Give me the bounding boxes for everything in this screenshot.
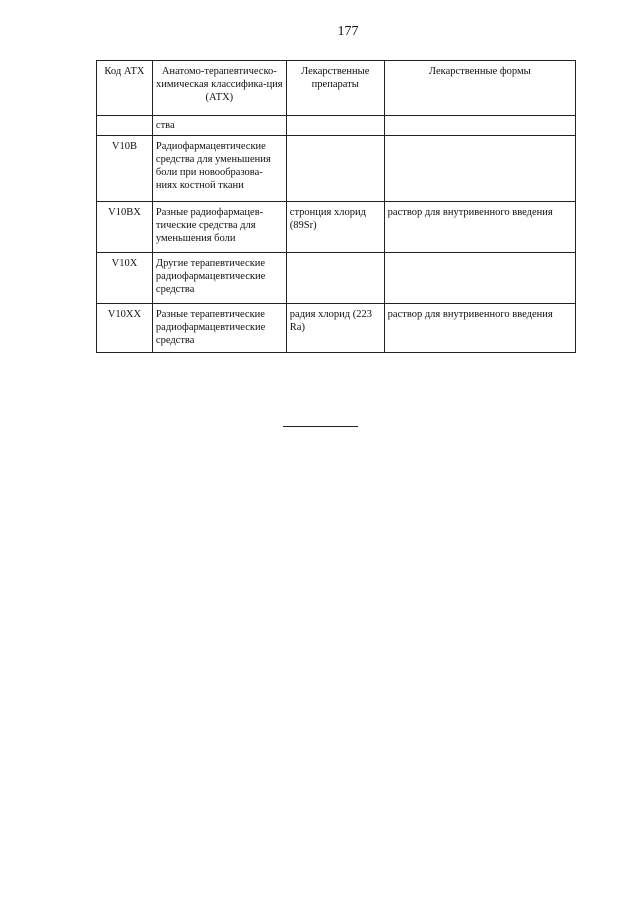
cell-code: V10B [97, 136, 153, 202]
table-header-row [97, 61, 576, 116]
cell-code [97, 116, 153, 136]
page-number: 177 [337, 24, 359, 39]
cell-classification: ства [152, 116, 286, 136]
cell-code: V10X [97, 253, 153, 304]
cell-forms [384, 136, 575, 202]
table-row [97, 136, 576, 202]
header-drugs: Лекарственные препараты [286, 61, 384, 116]
cell-classification: Разные радиофармацев-тические средства для уменьшения боли [152, 202, 286, 253]
cell-classification: Другие терапевтические радиофармацевтические средства [152, 253, 286, 304]
header-atx-code: Код АТХ [97, 61, 153, 116]
end-divider [283, 426, 358, 427]
cell-forms: раствор для внутривенного введения [384, 304, 575, 353]
header-dosage-forms: Лекарственные формы [384, 61, 575, 116]
cell-forms [384, 116, 575, 136]
table-row [97, 116, 576, 136]
cell-forms: раствор для внутривенного введения [384, 202, 575, 253]
cell-code: V10XX [97, 304, 153, 353]
table-row [97, 304, 576, 353]
cell-classification: Разные терапевтические радиофармацевтические средства [152, 304, 286, 353]
cell-drugs: радия хлорид (223 Ra) [286, 304, 384, 353]
table-row [97, 253, 576, 304]
cell-drugs: стронция хлорид (89Sr) [286, 202, 384, 253]
header-classification: Анатомо-терапевтическо-химическая классифика-ция (АТХ) [152, 61, 286, 116]
cell-drugs [286, 253, 384, 304]
cell-drugs [286, 116, 384, 136]
cell-classification: Радиофармацевтические средства для уменьшения боли при новообразова-ниях костной ткани [152, 136, 286, 202]
table-row [97, 202, 576, 253]
cell-forms [384, 253, 575, 304]
atx-table [96, 60, 576, 353]
cell-drugs [286, 136, 384, 202]
cell-code: V10BX [97, 202, 153, 253]
